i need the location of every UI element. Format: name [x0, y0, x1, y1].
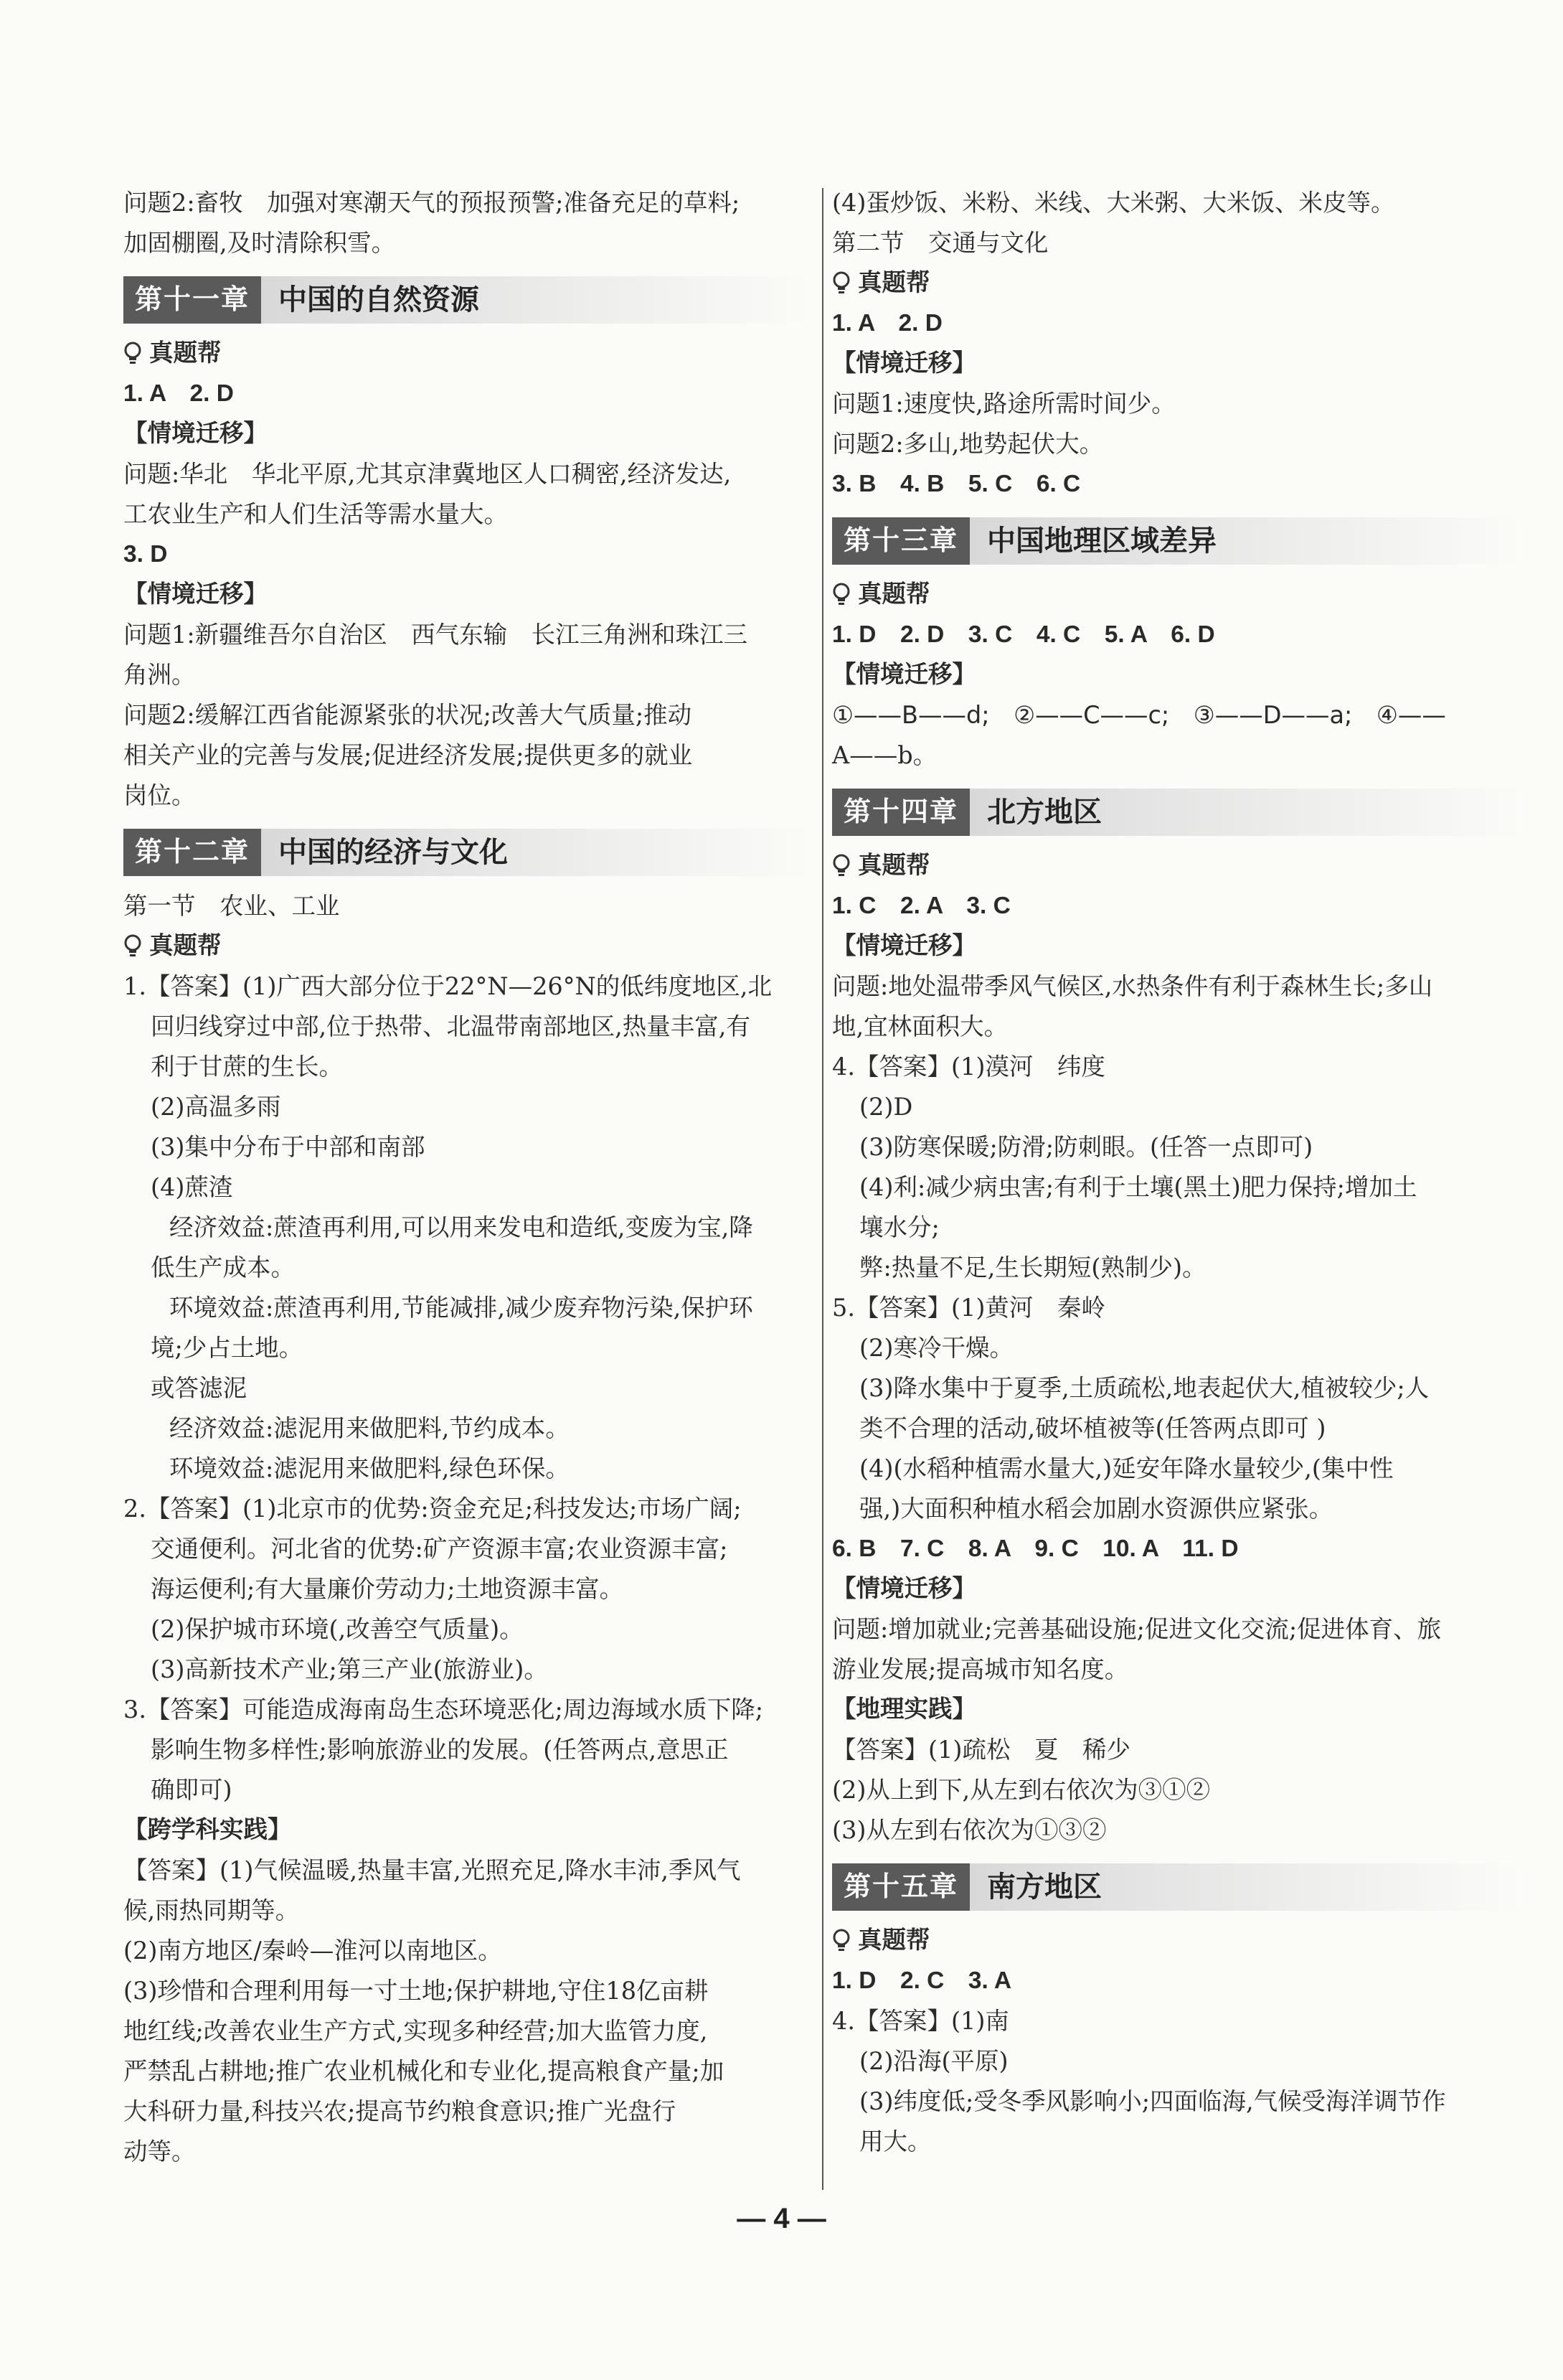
- text-line: 经济效益:蔗渣再利用,可以用来发电和造纸,变废为宝,降: [169, 1213, 753, 1241]
- text-line: 角洲。: [123, 661, 196, 689]
- text-line: (3)集中分布于中部和南部: [151, 1133, 425, 1161]
- section-tag: 【地理实践】: [832, 1696, 976, 1723]
- answer-line: 2.【答案】(1)北京市的优势:资金充足;科技发达;市场广阔;: [123, 1495, 742, 1523]
- text-line: 工农业生产和人们生活等需水量大。: [123, 500, 508, 528]
- section-tag: 【情境迁移】: [832, 933, 976, 959]
- text-line: 候,雨热同期等。: [123, 1896, 300, 1924]
- section-tag: 【情境迁移】: [832, 1576, 976, 1602]
- text-line: (4)蛋炒饭、米粉、米线、大米粥、大米饭、米皮等。: [832, 189, 1395, 217]
- section-tag: 【情境迁移】: [123, 420, 268, 447]
- text-line: (3)防寒保暖;防滑;防刺眼。(任答一点即可): [859, 1133, 1313, 1161]
- text-line: 问题2:多山,地势起伏大。: [832, 430, 1104, 458]
- text-line: 问题:增加就业;完善基础设施;促进文化交流;促进体育、旅: [832, 1615, 1442, 1643]
- page-number: — 4 —: [737, 2203, 826, 2234]
- answer-line: 1. A 2. D: [832, 310, 943, 337]
- chapter-number: 第十一章: [123, 276, 261, 324]
- lightbulb-icon: [832, 271, 851, 296]
- text-line: 地,宜林面积大。: [832, 1012, 1009, 1040]
- text-line: 影响生物多样性;影响旅游业的发展。(任答两点,意思正: [151, 1736, 729, 1764]
- text-line: (2)保护城市环境(,改善空气质量)。: [151, 1615, 524, 1643]
- chapter-15-header: [832, 1863, 1524, 1911]
- text-line: 大科研力量,科技兴农;提高节约粮食意识;推广光盘行: [123, 2097, 676, 2125]
- answer-line: 3.【答案】可能造成海南岛生态环境恶化;周边海域水质下降;: [123, 1695, 764, 1723]
- answer-line: 6. B 7. C 8. A 9. C 10. A 11. D: [832, 1535, 1239, 1562]
- text-line: A——b。: [832, 741, 938, 769]
- lightbulb-icon: [123, 934, 142, 959]
- text-line: (3)高新技术产业;第三产业(旅游业)。: [151, 1655, 548, 1683]
- chapter-title: 南方地区: [987, 1871, 1102, 1903]
- text-line: 问题1:速度快,路途所需时间少。: [832, 390, 1176, 418]
- chapter-title: 中国的经济与文化: [278, 837, 509, 868]
- chapter-number: 第十三章: [832, 517, 970, 565]
- text-line: (2)D: [859, 1093, 913, 1121]
- text-line: 环境效益:滤泥用来做肥料,绿色环保。: [169, 1454, 570, 1482]
- chapter-11-header: [123, 276, 812, 324]
- answer-line: 3. D: [123, 541, 168, 568]
- answer-line: 1. A 2. D: [123, 380, 234, 407]
- text-line: (3)纬度低;受冬季风影响小;四面临海,气候受海洋调节作: [859, 2087, 1446, 2115]
- zhenti-heading: 真题帮: [832, 1921, 1524, 1961]
- section-title: 第一节 农业、工业: [123, 892, 340, 920]
- text-line: 问题:华北 华北平原,尤其京津冀地区人口稠密,经济发达,: [123, 460, 732, 488]
- lightbulb-icon: [832, 1929, 851, 1953]
- text-line: (4)蔗渣: [151, 1173, 233, 1201]
- zhenti-heading: 真题帮: [832, 846, 1524, 886]
- chapter-number: 第十五章: [832, 1863, 970, 1911]
- text-line: 海运便利;有大量廉价劳动力;土地资源丰富。: [151, 1575, 624, 1603]
- text-line: 动等。: [123, 2137, 196, 2165]
- intro-line: 加固棚圈,及时清除积雪。: [123, 229, 396, 257]
- chapter-title: 中国地理区域差异: [987, 525, 1217, 557]
- answer-line: 3. B 4. B 5. C 6. C: [832, 471, 1081, 497]
- chapter-13-header: [832, 517, 1524, 565]
- zhenti-heading: 真题帮: [123, 926, 812, 966]
- right-column: [832, 183, 1524, 2162]
- answer-line: 1.【答案】(1)广西大部分位于22°N—26°N的低纬度地区,北: [123, 972, 772, 1000]
- lightbulb-icon: [123, 342, 142, 366]
- left-column: [123, 183, 812, 2172]
- text-line: 利于甘蔗的生长。: [151, 1053, 343, 1081]
- text-line: 弊:热量不足,生长期短(熟制少)。: [859, 1254, 1207, 1281]
- intro-line: 问题2:畜牧 加强对寒潮天气的预报预警;准备充足的草料;: [123, 189, 740, 217]
- text-line: 确即可): [151, 1776, 232, 1804]
- lightbulb-icon: [832, 583, 851, 607]
- text-line: 岗位。: [123, 781, 196, 809]
- text-line: 严禁乱占耕地;推广农业机械化和专业化,提高粮食产量;加: [123, 2057, 724, 2085]
- text-line: (2)南方地区/秦岭—淮河以南地区。: [123, 1937, 502, 1965]
- answer-line: 4.【答案】(1)漠河 纬度: [832, 1053, 1105, 1081]
- text-line: 类不合理的活动,破坏植被等(任答两点即可 ): [859, 1414, 1326, 1442]
- text-line: 低生产成本。: [151, 1254, 295, 1281]
- section-tag: 【跨学科实践】: [123, 1817, 292, 1843]
- text-line: (2)高温多雨: [151, 1093, 281, 1121]
- text-line: 问题1:新疆维吾尔自治区 西气东输 长江三角洲和珠江三: [123, 621, 748, 649]
- text-line: 交通便利。河北省的优势:矿产资源丰富;农业资源丰富;: [151, 1535, 728, 1563]
- zhenti-heading: 真题帮: [832, 263, 1524, 304]
- zhenti-heading: 真题帮: [832, 575, 1524, 615]
- chapter-12-header: [123, 829, 812, 876]
- text-line: 【答案】(1)疏松 夏 稀少: [832, 1736, 1130, 1764]
- answer-line: 1. D 2. C 3. A: [832, 1967, 1012, 1994]
- text-line: (2)从上到下,从左到右依次为③①②: [832, 1776, 1211, 1804]
- lightbulb-icon: [832, 854, 851, 878]
- text-line: 境;少占土地。: [151, 1334, 303, 1362]
- text-line: (3)从左到右依次为①③②: [832, 1816, 1107, 1844]
- column-divider: [822, 188, 823, 2190]
- text-line: (3)降水集中于夏季,土质疏松,地表起伏大,植被较少;人: [859, 1374, 1430, 1402]
- text-line: 环境效益:蔗渣再利用,节能减排,减少废弃物污染,保护环: [169, 1294, 753, 1322]
- text-line: 用大。: [859, 2127, 932, 2155]
- text-line: ①——B——d; ②——C——c; ③——D——a; ④——: [832, 701, 1446, 729]
- text-line: 【答案】(1)气候温暖,热量丰富,光照充足,降水丰沛,季风气: [123, 1856, 741, 1884]
- text-line: (4)利:减少病虫害;有利于土壤(黑土)肥力保持;增加土: [859, 1173, 1417, 1201]
- section-tag: 【情境迁移】: [832, 662, 976, 688]
- text-line: (3)珍惜和合理利用每一寸土地;保护耕地,守住18亿亩耕: [123, 1977, 709, 2005]
- text-line: (2)沿海(平原): [859, 2047, 1009, 2075]
- chapter-title: 北方地区: [987, 796, 1102, 828]
- text-line: 经济效益:滤泥用来做肥料,节约成本。: [169, 1414, 570, 1442]
- section-title: 第二节 交通与文化: [832, 229, 1049, 257]
- answer-line: 4.【答案】(1)南: [832, 2007, 1009, 2035]
- answer-line: 1. C 2. A 3. C: [832, 893, 1011, 919]
- text-line: 强,)大面积种植水稻会加剧水资源供应紧张。: [859, 1495, 1333, 1523]
- answer-line: 1. D 2. D 3. C 4. C 5. A 6. D: [832, 621, 1215, 648]
- zhenti-heading: 真题帮: [123, 334, 812, 374]
- chapter-number: 第十二章: [123, 829, 261, 876]
- text-line: 壤水分;: [859, 1213, 940, 1241]
- text-line: 回归线穿过中部,位于热带、北温带南部地区,热量丰富,有: [151, 1012, 750, 1040]
- section-tag: 【情境迁移】: [832, 350, 976, 377]
- chapter-number: 第十四章: [832, 789, 970, 836]
- text-line: 问题:地处温带季风气候区,水热条件有利于森林生长;多山: [832, 972, 1433, 1000]
- chapter-14-header: [832, 789, 1524, 836]
- text-line: 问题2:缓解江西省能源紧张的状况;改善大气质量;推动: [123, 701, 692, 729]
- text-line: 或答滤泥: [151, 1374, 247, 1402]
- chapter-title: 中国的自然资源: [278, 284, 480, 316]
- text-line: 相关产业的完善与发展;促进经济发展;提供更多的就业: [123, 741, 693, 769]
- text-line: 地红线;改善农业生产方式,实现多种经营;加大监管力度,: [123, 2017, 708, 2045]
- text-line: 游业发展;提高城市知名度。: [832, 1655, 1129, 1683]
- text-line: (2)寒冷干燥。: [859, 1334, 1014, 1362]
- answer-line: 5.【答案】(1)黄河 秦岭: [832, 1294, 1105, 1322]
- text-line: (4)(水稻种植需水量大,)延安年降水量较少,(集中性: [859, 1454, 1394, 1482]
- section-tag: 【情境迁移】: [123, 581, 268, 608]
